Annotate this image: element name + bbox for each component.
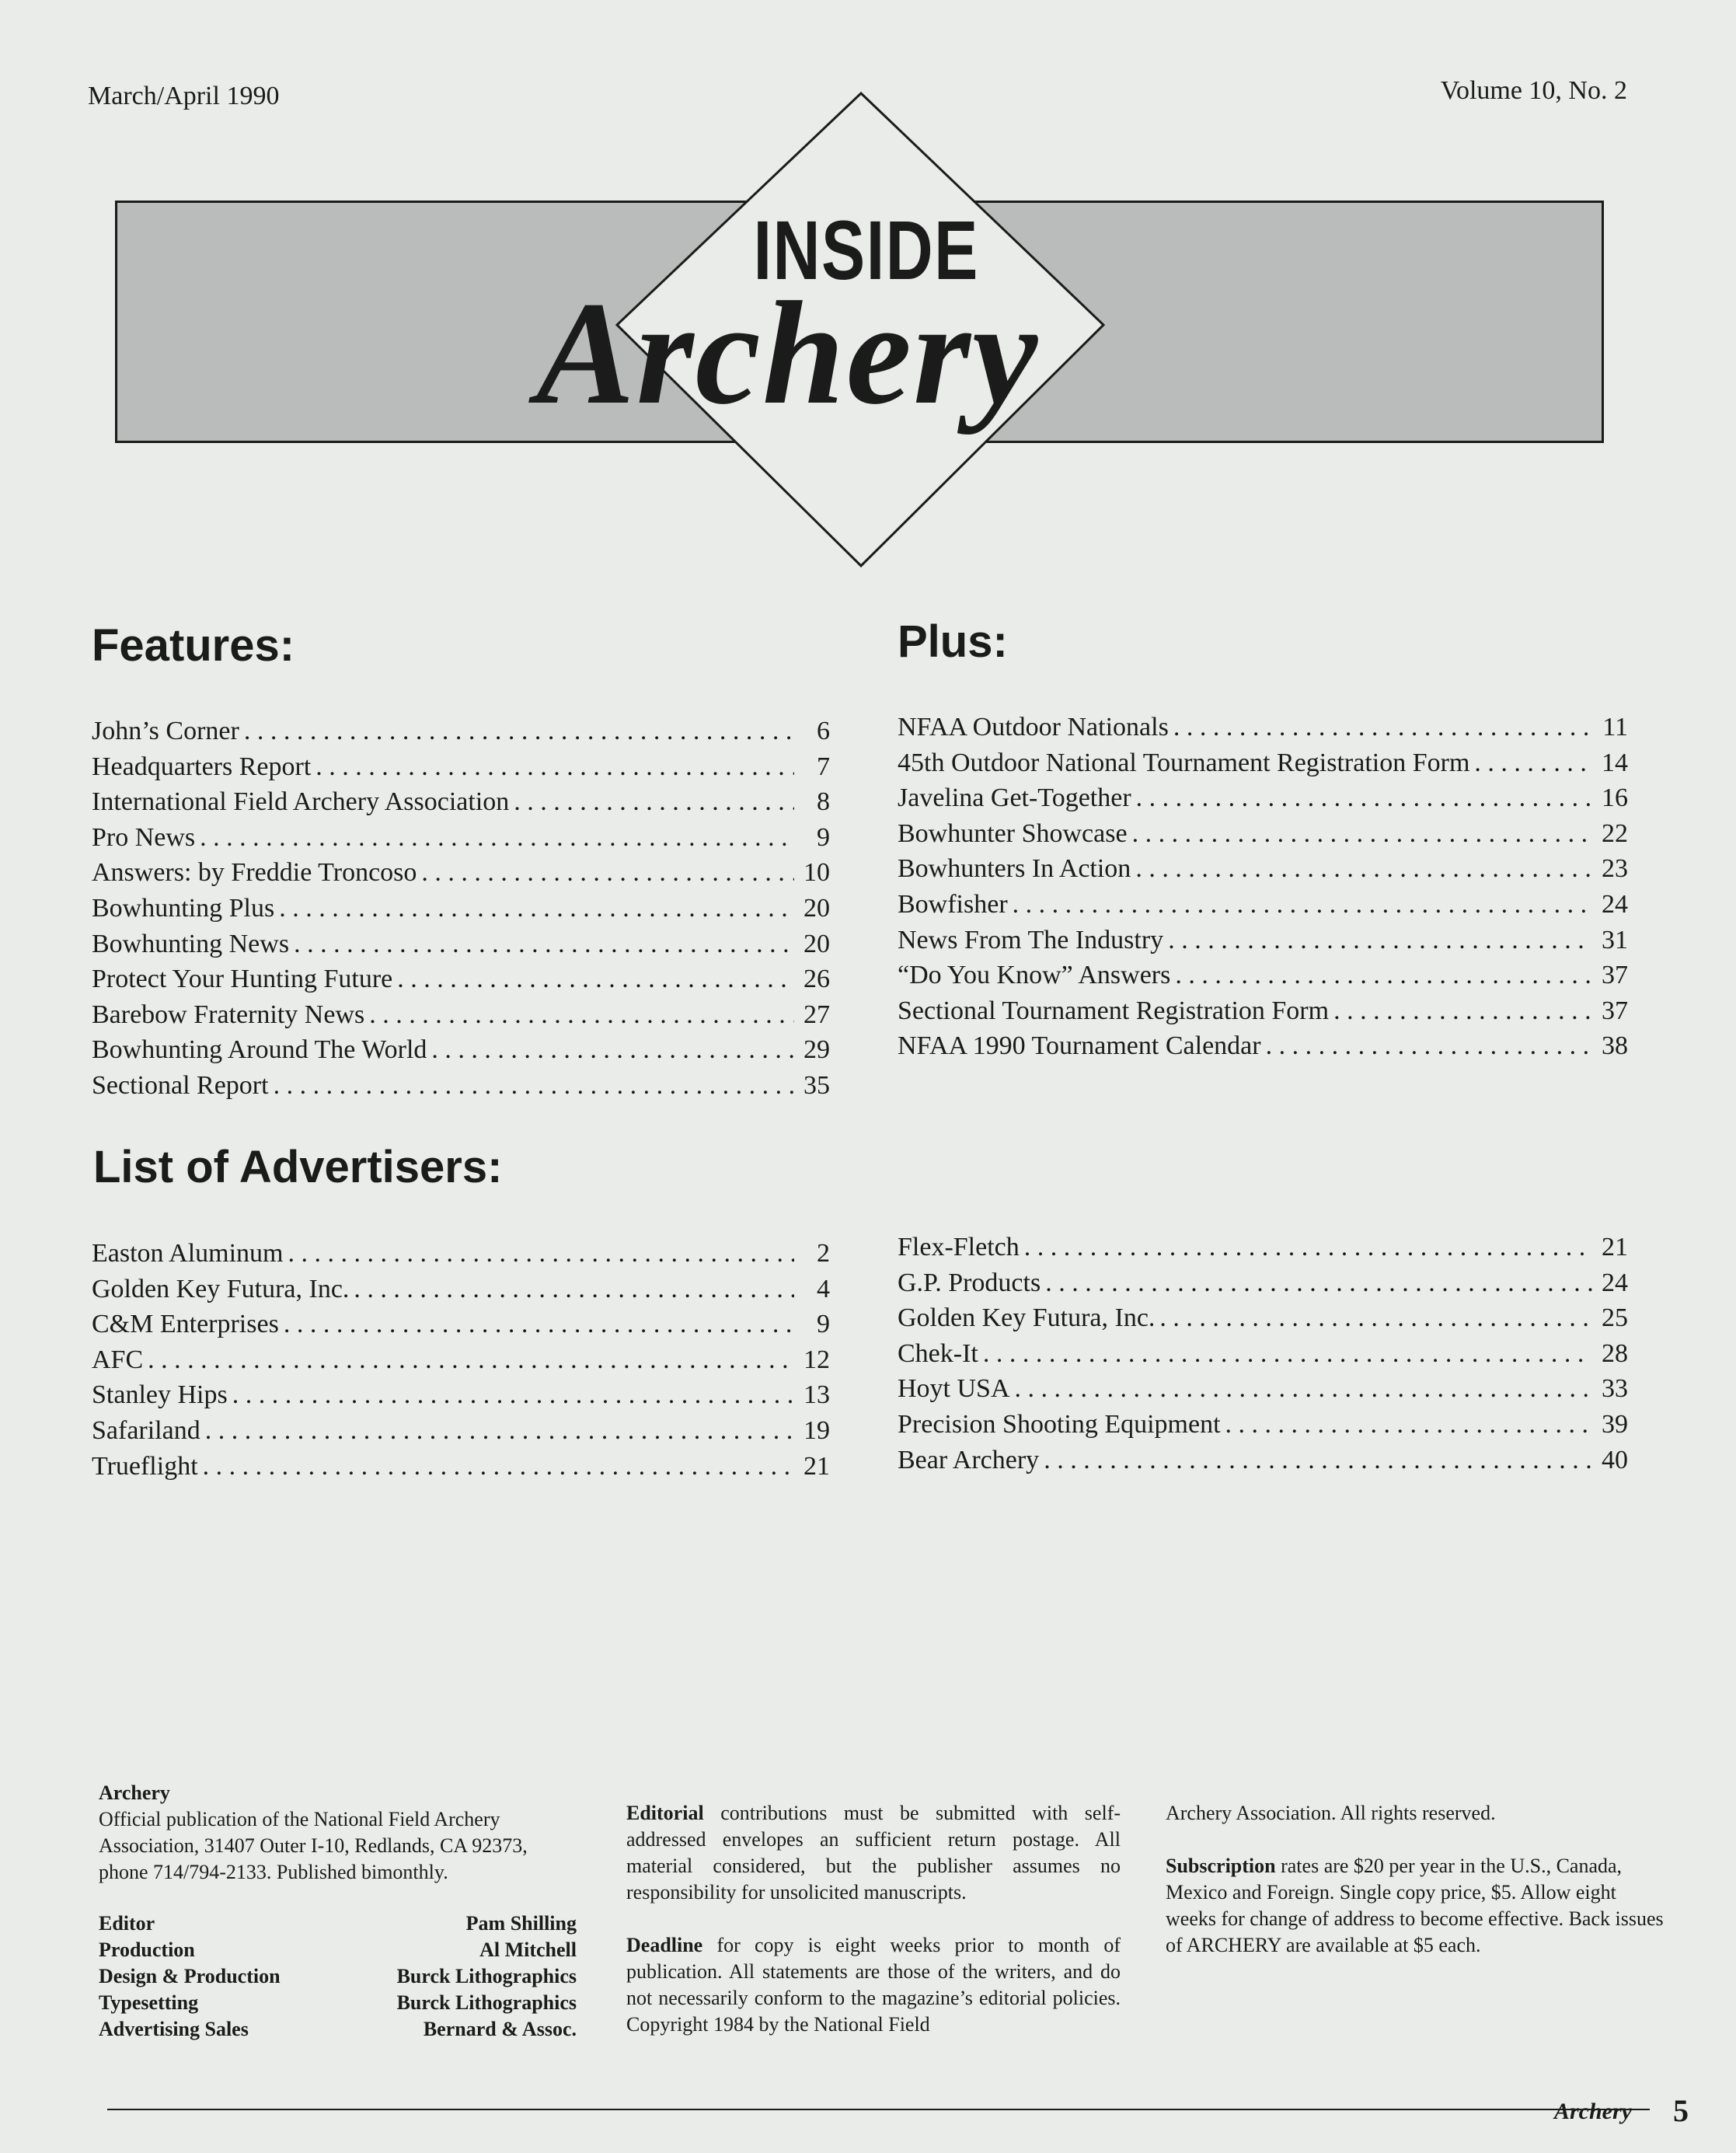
toc-entry-page: 20 <box>804 893 830 923</box>
toc-entry <box>92 1272 830 1307</box>
toc-entry <box>92 749 830 785</box>
toc-entry-page: 40 <box>1602 1445 1628 1474</box>
toc-entry-title: Bear Archery <box>898 1445 1040 1474</box>
toc-entry-page: 39 <box>1602 1409 1628 1439</box>
staff-role: Typesetting <box>99 1991 199 2014</box>
toc-dot-leader <box>1159 1300 1592 1336</box>
staff-role: Editor <box>99 1912 155 1935</box>
toc-entry-title: Flex-Fletch <box>898 1233 1020 1261</box>
toc-dot-leader <box>205 1413 794 1449</box>
toc-entry <box>92 1236 830 1272</box>
toc-entry-page: 38 <box>1602 1031 1628 1061</box>
toc-entry-page: 10 <box>804 858 830 888</box>
toc-entry <box>92 1377 830 1413</box>
staff-name: Bernard & Assoc. <box>423 2018 577 2040</box>
toc-entry <box>92 855 830 891</box>
toc-entry-title: Headquarters Report <box>92 752 312 781</box>
rights-text: Archery Association. All rights reserved. <box>1166 1802 1496 1824</box>
toc-entry-title: Bowhunting Plus <box>92 893 275 923</box>
staff-row <box>99 1937 577 1963</box>
volume-number: Volume 10, No. 2 <box>1440 76 1627 105</box>
toc-entry-title: Trueflight <box>92 1451 198 1481</box>
toc-entry-page: 22 <box>1602 818 1628 848</box>
toc-entry-page: 23 <box>1602 854 1628 884</box>
toc-entry-title: Sectional Tournament Registration Form <box>898 996 1330 1025</box>
staff-list <box>99 1910 577 2043</box>
toc-entry-page: 6 <box>817 717 830 745</box>
toc-entry-title: “Do You Know” Answers <box>898 961 1171 990</box>
toc-entry <box>92 1342 830 1378</box>
toc-entry <box>898 1336 1628 1372</box>
toc-entry-title: John’s Corner <box>92 717 239 745</box>
toc-entry-page: 20 <box>804 929 830 958</box>
colophon-editorial <box>626 1800 1121 2038</box>
toc-entry-page: 9 <box>817 1310 830 1339</box>
toc-dot-leader <box>315 749 794 785</box>
staff-name: Pam Shilling <box>465 1912 577 1935</box>
toc-dot-leader <box>1132 816 1592 852</box>
toc-entry-page: 35 <box>804 1070 830 1100</box>
toc-entry-page: 37 <box>1602 961 1628 990</box>
advertisers-list-right <box>898 1230 1628 1478</box>
page-number: 5 <box>1673 2093 1689 2128</box>
toc-entry-title: Chek-It <box>898 1338 978 1368</box>
toc-entry <box>898 780 1628 816</box>
toc-entry <box>92 997 830 1033</box>
toc-entry-title: C&M Enterprises <box>92 1310 279 1339</box>
staff-role: Advertising Sales <box>99 2018 249 2040</box>
toc-entry-page: 14 <box>1602 748 1628 777</box>
toc-entry-title: Stanley Hips <box>92 1380 228 1410</box>
toc-entry <box>92 1032 830 1068</box>
toc-entry-title: Hoyt USA <box>898 1374 1010 1404</box>
toc-entry-title: Precision Shooting Equipment <box>898 1409 1221 1439</box>
toc-entry-title: AFC <box>92 1345 144 1374</box>
staff-row <box>99 1990 577 2016</box>
toc-dot-leader <box>354 1272 794 1307</box>
toc-entry <box>92 961 830 997</box>
toc-entry-title: G.P. Products <box>898 1268 1041 1297</box>
footer-rule <box>107 2109 1650 2110</box>
toc-dot-leader <box>288 1236 795 1272</box>
plus-list <box>898 710 1628 1064</box>
toc-entry-page: 12 <box>804 1345 830 1374</box>
toc-entry <box>898 1300 1628 1336</box>
toc-entry-title: Bowhunting Around The World <box>92 1035 427 1065</box>
toc-entry-title: Safariland <box>92 1415 200 1445</box>
toc-entry <box>898 1028 1628 1064</box>
toc-entry-page: 8 <box>817 787 830 817</box>
toc-entry <box>898 1443 1628 1478</box>
toc-dot-leader <box>274 1068 794 1104</box>
toc-entry <box>898 923 1628 958</box>
staff-name: Burck Lithographics <box>396 1991 577 2014</box>
toc-entry-page: 7 <box>817 752 830 781</box>
toc-dot-leader <box>1225 1407 1592 1443</box>
toc-entry-page: 25 <box>1602 1303 1628 1333</box>
toc-entry-page: 9 <box>817 822 830 852</box>
staff-name: Burck Lithographics <box>396 1965 577 1987</box>
toc-entry-title: Bowfisher <box>898 889 1008 919</box>
toc-entry-page: 27 <box>804 1000 830 1029</box>
features-list <box>92 714 830 1104</box>
toc-entry-title: Answers: by Freddie Troncoso <box>92 858 417 888</box>
toc-entry-page: 37 <box>1602 996 1628 1025</box>
toc-entry <box>92 891 830 926</box>
toc-dot-leader <box>1136 780 1592 816</box>
masthead-title-archery: Archery <box>536 272 1040 435</box>
colophon-about <box>99 1780 577 1886</box>
issue-date: March/April 1990 <box>88 82 280 110</box>
editorial-label: Editorial <box>626 1802 704 1824</box>
toc-dot-leader <box>369 997 794 1033</box>
toc-entry-title: Bowhunters In Action <box>898 854 1131 884</box>
toc-entry-title: Bowhunting News <box>92 929 290 958</box>
toc-entry-page: 26 <box>804 965 830 994</box>
toc-dot-leader <box>983 1336 1592 1372</box>
staff-role: Design & Production <box>99 1965 281 1987</box>
toc-dot-leader <box>1168 923 1592 958</box>
toc-entry-title: Sectional Report <box>92 1070 269 1100</box>
staff-name: Al Mitchell <box>479 1938 577 1961</box>
toc-entry <box>898 816 1628 852</box>
toc-dot-leader <box>1173 710 1592 745</box>
toc-entry-page: 19 <box>804 1415 830 1445</box>
toc-dot-leader <box>200 820 794 856</box>
toc-entry <box>898 1371 1628 1407</box>
toc-entry <box>898 993 1628 1029</box>
toc-dot-leader <box>1024 1230 1592 1265</box>
toc-entry-page: 24 <box>1602 1268 1628 1297</box>
toc-entry <box>898 958 1628 993</box>
deadline-label: Deadline <box>626 1934 703 1956</box>
toc-entry <box>92 1449 830 1485</box>
toc-entry-page: 2 <box>817 1239 830 1268</box>
toc-dot-leader <box>279 891 794 926</box>
toc-entry-title: News From The Industry <box>898 925 1164 954</box>
toc-dot-leader <box>203 1449 794 1485</box>
toc-dot-leader <box>1015 1371 1592 1407</box>
staff-row <box>99 1963 577 1990</box>
toc-entry-title: Protect Your Hunting Future <box>92 965 393 994</box>
toc-dot-leader <box>1135 851 1592 887</box>
toc-dot-leader <box>1266 1028 1592 1064</box>
toc-entry-page: 21 <box>804 1451 830 1481</box>
toc-entry-title: Easton Aluminum <box>92 1239 284 1268</box>
staff-role: Production <box>99 1938 195 1961</box>
toc-dot-leader <box>514 784 794 820</box>
toc-dot-leader <box>294 926 794 962</box>
masthead-title-inside: INSIDE <box>753 203 979 297</box>
toc-entry-title: International Field Archery Association <box>92 787 510 817</box>
toc-entry <box>898 745 1628 781</box>
editorial-text: contributions must be submitted with self-addressed envelopes an sufficient return postage. All material considered, but the publisher assumes no responsibility for unsolicited manuscripts. <box>626 1802 1121 1904</box>
toc-entry-page: 16 <box>1602 783 1628 813</box>
toc-entry <box>92 1068 830 1104</box>
toc-dot-leader <box>148 1342 794 1378</box>
footer-publication-name: Archery <box>1554 2099 1632 2124</box>
subscription-text: rates are $20 per year in the U.S., Canada, Mexico and Foreign. Single copy price, $5. Allow eight weeks for change of address to become effective. Back issues of ARCHERY are available at $5 each. <box>1166 1855 1664 1956</box>
colophon-subscription <box>1166 1800 1671 1959</box>
advertisers-list-left <box>92 1236 830 1484</box>
plus-heading: Plus: <box>898 616 1008 667</box>
toc-dot-leader <box>421 855 794 891</box>
deadline-text: for copy is eight weeks prior to month of publication. All statements are those of the writers, and do not necessarily conform to the magazine’s editorial policies. Copyright 1984 by the National Field <box>626 1934 1121 2036</box>
toc-entry <box>898 1407 1628 1443</box>
toc-entry-page: 13 <box>804 1380 830 1410</box>
toc-dot-leader <box>1045 1265 1592 1301</box>
toc-entry-title: Pro News <box>92 822 196 852</box>
toc-dot-leader <box>1474 745 1592 781</box>
advertisers-heading: List of Advertisers: <box>93 1142 503 1192</box>
toc-entry-title: Bowhunter Showcase <box>898 818 1128 848</box>
staff-row <box>99 1910 577 1937</box>
toc-entry-page: 29 <box>804 1035 830 1065</box>
toc-entry-title: Javelina Get-Together <box>898 783 1131 813</box>
toc-dot-leader <box>1044 1443 1592 1478</box>
toc-entry <box>92 820 830 856</box>
toc-entry-page: 33 <box>1602 1374 1628 1404</box>
colophon-about-text: Official publication of the National Field Archery Association, 31407 Outer I-10, Redlands, CA 92373, phone 714/794-2133. Published bimonthly. <box>99 1808 528 1883</box>
toc-dot-leader <box>397 961 794 997</box>
features-heading: Features: <box>92 620 295 671</box>
toc-entry-title: NFAA 1990 Tournament Calendar <box>898 1031 1261 1061</box>
toc-entry-page: 11 <box>1602 713 1628 742</box>
toc-entry-title: Golden Key Futura, Inc. <box>898 1303 1156 1333</box>
toc-entry <box>898 710 1628 745</box>
subscription-label: Subscription <box>1166 1855 1276 1877</box>
toc-entry <box>92 1413 830 1449</box>
toc-entry-page: 24 <box>1602 889 1628 919</box>
toc-dot-leader <box>232 1377 794 1413</box>
toc-entry-page: 31 <box>1602 925 1628 954</box>
toc-entry <box>92 926 830 962</box>
toc-dot-leader <box>1175 958 1592 993</box>
staff-row <box>99 2016 577 2043</box>
toc-entry-title: Golden Key Futura, Inc. <box>92 1274 350 1303</box>
toc-entry <box>898 1230 1628 1265</box>
toc-entry-title: 45th Outdoor National Tournament Registration Form <box>898 748 1470 777</box>
toc-entry <box>898 1265 1628 1301</box>
toc-entry-page: 28 <box>1602 1338 1628 1368</box>
toc-entry <box>92 1307 830 1342</box>
toc-entry-page: 21 <box>1602 1233 1628 1261</box>
colophon-title: Archery <box>99 1781 170 1804</box>
toc-dot-leader <box>1333 993 1592 1029</box>
toc-dot-leader <box>1013 887 1592 923</box>
toc-entry-title: Barebow Fraternity News <box>92 1000 365 1029</box>
toc-entry <box>898 851 1628 887</box>
toc-entry-title: NFAA Outdoor Nationals <box>898 713 1169 742</box>
toc-dot-leader <box>244 714 794 749</box>
toc-entry-page: 4 <box>817 1274 830 1303</box>
toc-entry <box>898 887 1628 923</box>
toc-entry <box>92 714 830 749</box>
toc-dot-leader <box>284 1307 794 1342</box>
toc-dot-leader <box>431 1032 794 1068</box>
toc-entry <box>92 784 830 820</box>
